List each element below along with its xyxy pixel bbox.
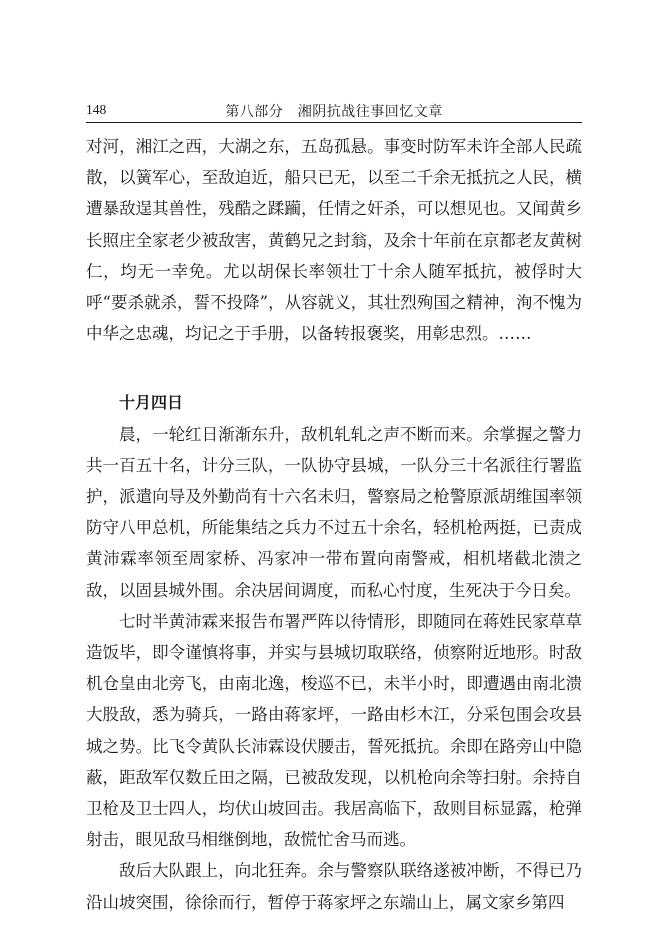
section-gap [86,349,582,387]
page-header [86,98,582,122]
page-number: 148 [86,102,107,117]
paragraph-continued: 对河，湘江之西，大湖之东，五岛孤悬。事变时防军未许全部人民疏散，以簧军心，至敌迫近，船只已无，以至二千余无抵抗之人民，横遭暴敌逞其兽性，残酷之蹂躏，任情之奸杀，可以想见也。又闻黄乡长照庄全家老少被敌害，黄鹤兄之封翁，及余十年前在京都老友黄树仁，均无一幸免。尤以胡保长率领壮丁十余人随军抵抗，被俘时大呼“要杀就杀，誓不投降”，从容就义，其壮烈殉国之精神，洵不愧为中华之忠魂，均记之于手册，以备转报褒奖，用彰忠烈。…… [86,137,582,344]
paragraph: 晨，一轮红日渐渐东升，敌机轧轧之声不断而来。余掌握之警力共一百五十名，计分三队，一队协守县城，一队分三十名派往行署监护，派遣向导及外勤尚有十六名未归，警察局之枪警原派胡维国率领防守八甲总机，所能集结之兵力不过五十余名，轻机枪两挺，已责成黄沛霖率领至周家桥、冯家冲一带布置向南警戒，相机堵截北溃之敌，以固县城外围。余决居间调度，而私心忖度，生死决于今日矣。 [86,424,582,600]
header-rule [86,122,582,123]
paragraph: 敌后大队跟上，向北狂奔。余与警察队联络遂被冲断，不得已乃沿山坡突围，徐徐而行，暂停于蒋家坪之东端山上，属文家乡第四 [86,861,582,912]
paragraph: 七时半黄沛霖来报告布署严阵以待情形，即随同在蒋姓民家草草造饭毕，即令谨慎将事，并实与县城切取联络，侦察附近地形。时敌机仓皇由北旁飞，由南北逸，梭巡不已，未半小时，即遭遇由南北溃大股敌，悉为骑兵，一路由蒋家坪，一路由杉木江，分采包围会攻县城之势。比飞令黄队长沛霖设伏腰击，誓死抵抗。余即在路旁山中隐蔽，距敌军仅数丘田之隔，已被敌发现，以机枪向余等扫射。余持自卫枪及卫士四人，均伏山坡回击。我居高临下，敌则目标显露，枪弹射击，眼见敌马相继倒地，敌慌忙舍马而逃。 [86,611,582,850]
date-heading: 十月四日 [119,393,184,413]
running-title: 第八部分 湘阴抗战往事回忆文章 [225,104,443,120]
body-text [86,131,582,918]
